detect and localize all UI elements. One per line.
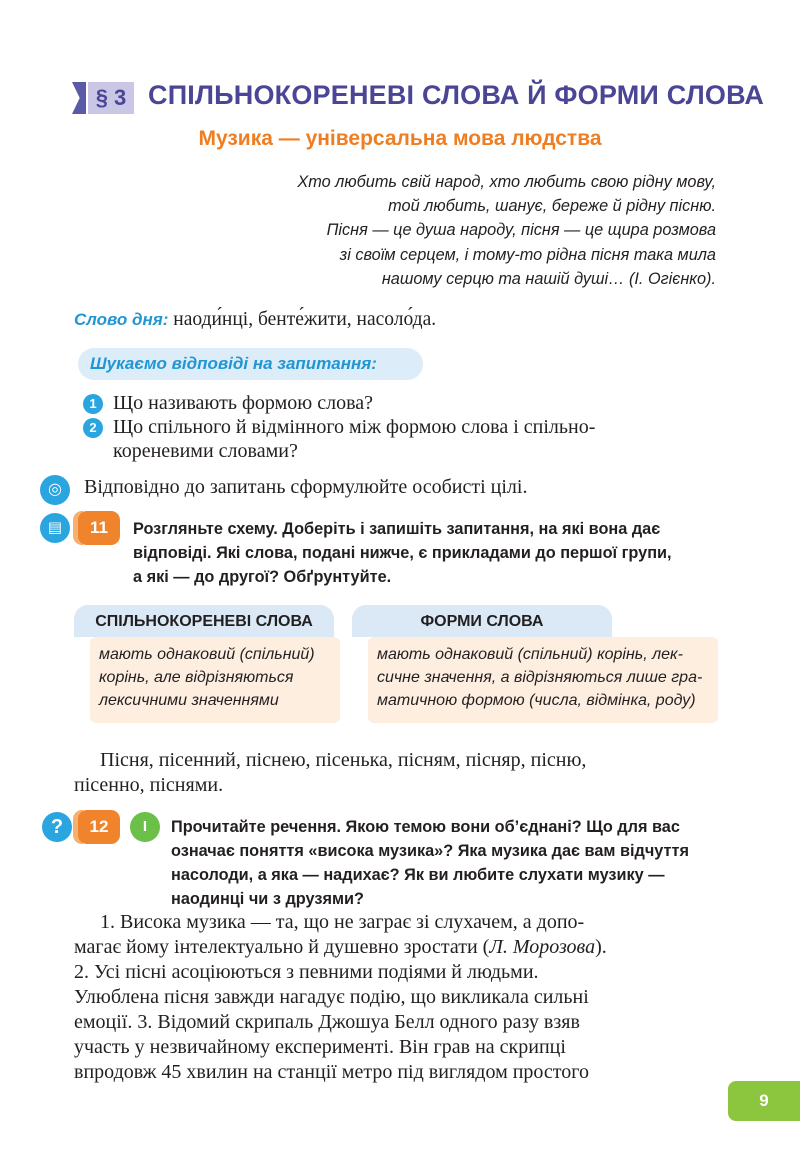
section-marker [72, 82, 134, 114]
task-instructions [171, 815, 689, 911]
scheme-right-title: ФОРМИ СЛОВА [352, 605, 612, 637]
word-of-day-label: Слово дня: [74, 310, 169, 329]
section-number: § 3 [88, 82, 134, 114]
book-icon: ▤ [40, 513, 70, 543]
task-number-badge: 12 [78, 810, 120, 844]
word-of-day [74, 309, 436, 331]
task-instructions [133, 517, 672, 589]
target-icon: ◎ [40, 475, 70, 505]
epigraph-line: нашому серцю та нашій душі… (І. Огієнко). [381, 269, 716, 288]
task-number-badge: 11 [78, 511, 120, 545]
question-number: 2 [83, 418, 103, 438]
page-subtitle: Музика — універсальна мова людства [198, 127, 602, 150]
goals-text: Відповідно до запитань сформулюйте особисті цілі. [84, 476, 528, 498]
question-mark-icon: ? [42, 812, 72, 842]
epigraph [196, 170, 716, 291]
question-text: кореневими словами? [113, 440, 298, 462]
task-line: а які — до другої? Обґрунтуйте. [133, 568, 392, 586]
task-line: Прочитайте речення. Якою темою вони об’єднані? Що для вас [171, 818, 680, 836]
question-text: Що називають формою слова? [113, 392, 373, 414]
section-flag-icon [72, 82, 86, 114]
page-number: 9 [728, 1081, 800, 1121]
scheme-left-title: СПІЛЬНОКОРЕНЕВІ СЛОВА [74, 605, 334, 637]
page-title: СПІЛЬНОКОРЕНЕВІ СЛОВА Й ФОРМИ СЛОВА [148, 80, 765, 110]
word-of-day-words: наоди́нці, бенте́жити, насоло́да. [173, 309, 437, 330]
example-words: Пісня, пісенний, піснею, пісенька, пісням, пісняр, пісню, пісенно, піснями. [74, 749, 587, 796]
scheme-left-definition: мають однаковий (спільний) корінь, але відрізняються лексичними значеннями [90, 637, 340, 723]
questions-heading: Шукаємо відповіді на запитання: [78, 348, 423, 380]
task-line: відповіді. Які слова, подані нижче, є прикладами до першої групи, [133, 544, 672, 562]
task-line: наодинці чи з друзями? [171, 890, 364, 908]
epigraph-line: Хто любить свій народ, хто любить свою рідну мову, [297, 173, 716, 191]
question-text: Що спільного й відмінного між формою слова і спільно- [113, 416, 596, 438]
task-line: означає поняття «висока музика»? Яка музика дає вам відчуття [171, 842, 689, 860]
scheme-right-definition: мають однаковий (спільний) корінь, лек- сичне значення, а відрізняються лише гра- матичною формою (числа, відмінка, роду) [368, 637, 718, 723]
task-sentences: 1. Висока музика — та, що не заграє зі слухачем, а допо- магає йому інтелектуально й душевно зростати (Л. Морозова). 2. Усі пісні асоціюються з певними подіями й людьми. Улюблена пісня завжди нагадує подію, що викликала сильні емоції. 3. Відомий скрипаль Джошуа Белл одного разу взяв участь у незвичайному експерименті. Він грав на скрипці впродовж 45 хвилин на станції метро під виглядом простого [74, 911, 607, 1083]
epigraph-line: Пісня — це душа народу, пісня — це щира розмова [326, 221, 716, 240]
epigraph-line: той любить, шанує, береже й рідну пісню. [388, 197, 716, 216]
author-name: Л. Морозова [489, 936, 596, 958]
question-number: 1 [83, 394, 103, 414]
task-line: насолоди, а яка — надихає? Як ви любите слухати музику — [171, 866, 665, 884]
task-line: Розгляньте схему. Доберіть і запишіть запитання, на які вона дає [133, 520, 661, 538]
epigraph-line: зі своїм серцем, і тому-то рідна пісня така мила [339, 245, 716, 264]
team-work-icon: І [130, 812, 160, 842]
